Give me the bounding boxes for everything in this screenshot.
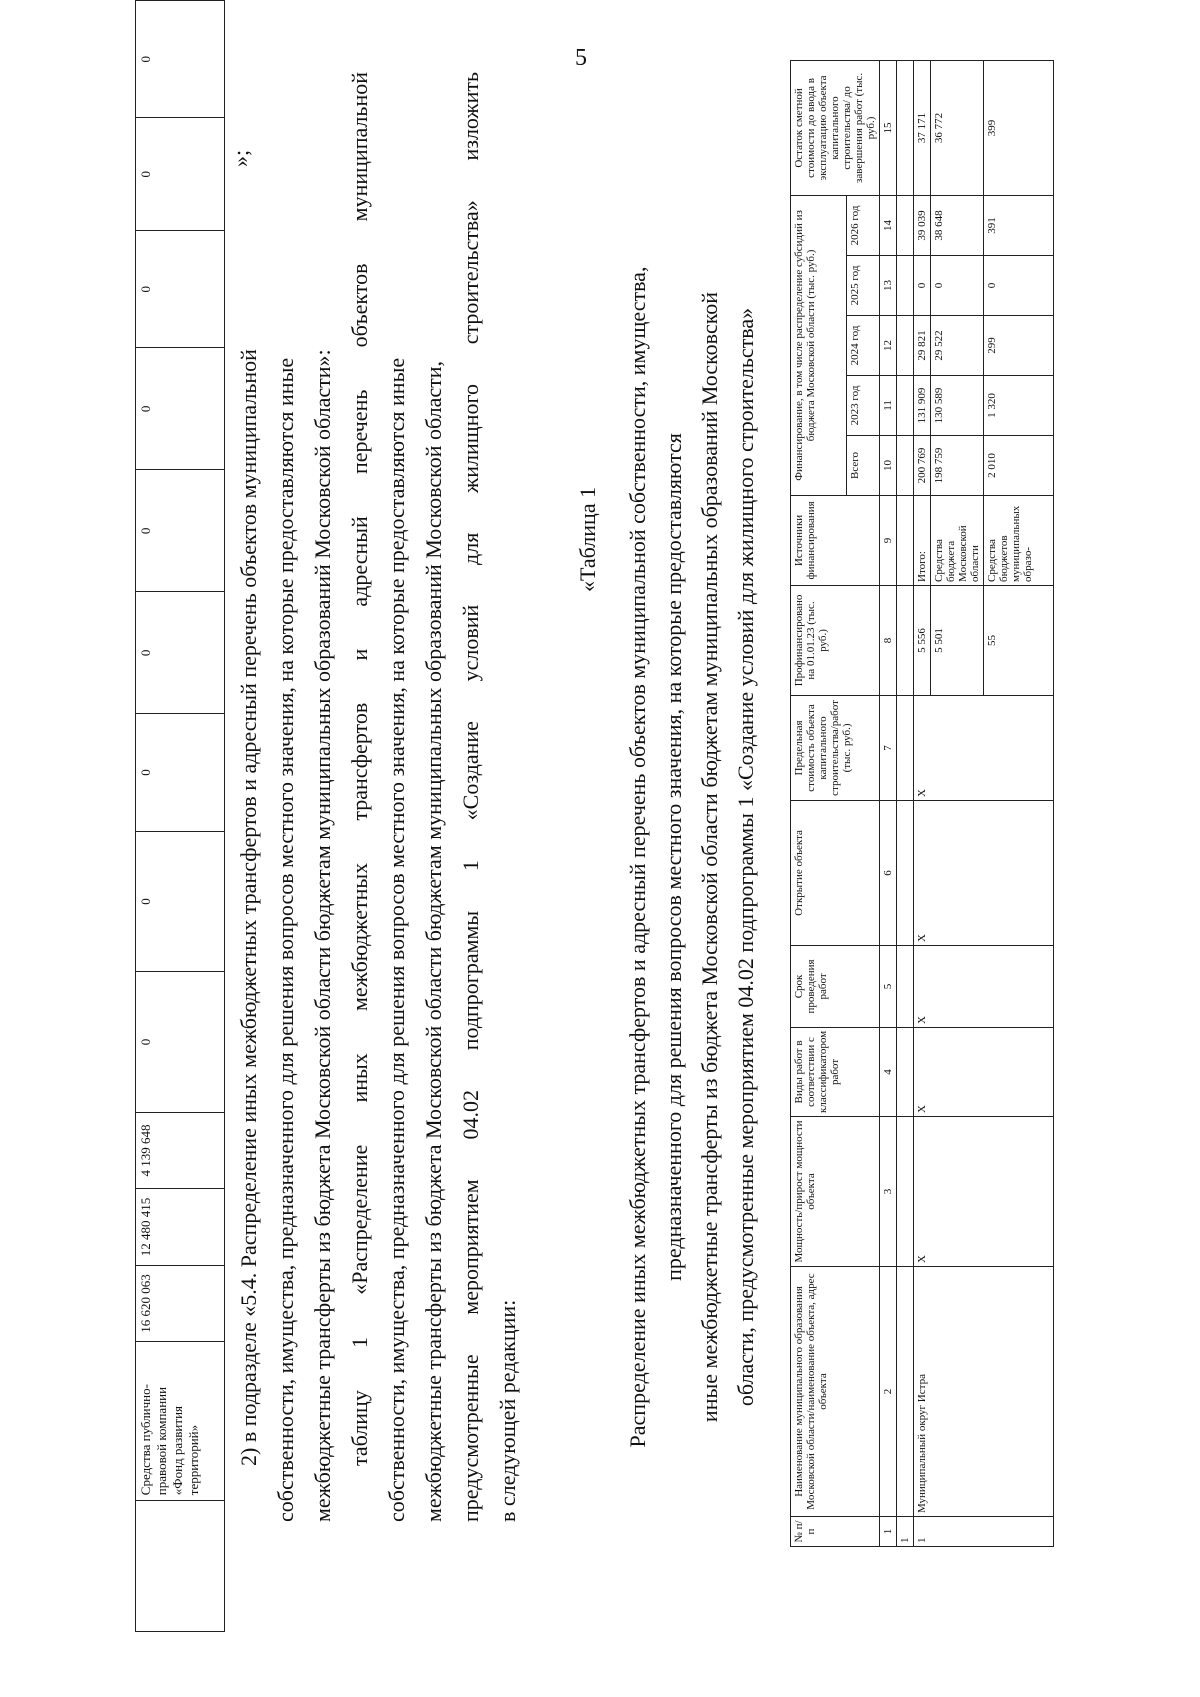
capacity-cell: X	[914, 1117, 1054, 1267]
paragraph-line: межбюджетные трансферты из бюджета Московской области бюджетам муниципальных образований Московской области,	[421, 360, 446, 1522]
row-number: 1	[914, 1517, 1054, 1547]
header-work-types: Виды работ в соответствии с классификатором работ	[791, 1027, 880, 1116]
prefinanced-cell: 5 501	[931, 585, 984, 695]
col-number: 11	[880, 375, 897, 435]
y2025-cell: 0	[931, 255, 984, 315]
heading-line: Распределение иных межбюджетных трансфертов и адресный перечень объектов муниципальной собственности, имущества,	[625, 266, 650, 1448]
row-number: 1	[897, 1517, 914, 1547]
header-opening: Открытие объекта	[791, 800, 880, 945]
empty-cell	[897, 1117, 914, 1267]
col-number: 4	[880, 1027, 897, 1116]
blank-row	[897, 60, 914, 1546]
empty-cell	[897, 495, 914, 585]
column-number-row	[880, 60, 897, 1546]
header-prefinanced: Профинансировано на 01.01.23 (тыс. руб.)	[791, 585, 880, 695]
page-number: 5	[575, 45, 587, 71]
col-number: 6	[880, 800, 897, 945]
fragment-value: 0	[136, 972, 225, 1113]
col-number: 13	[880, 255, 897, 315]
header-remainder: Остаток сметной стоимости до ввода в эксплуатацию объекта капитального строительства/ до завершения работ (тыс. руб.)	[791, 60, 880, 195]
table-label: «Таблица 1	[575, 486, 600, 592]
y2023-cell: 130 589	[931, 375, 984, 435]
col-number: 10	[880, 435, 897, 495]
district-name: Муниципальный округ Истра	[914, 1267, 1054, 1517]
col-number: 7	[880, 695, 897, 800]
header-2024: 2024 год	[847, 315, 880, 375]
paragraph-line: собственности, имущества, предназначенного для решения вопросов местного значения, на которые предоставляются иные	[384, 357, 409, 1522]
deadline-cell: X	[914, 945, 1054, 1027]
empty-cell	[897, 800, 914, 945]
table-row	[914, 60, 931, 1546]
prefinanced-cell: 55	[984, 585, 1054, 695]
col-number: 15	[880, 60, 897, 195]
empty-cell	[897, 315, 914, 375]
header-financing: Финансирование, в том числе распределение субсидий из бюджета Московской области (тыс. руб.)	[791, 195, 847, 495]
empty-cell	[897, 435, 914, 495]
y2026-cell: 391	[984, 195, 1054, 255]
source-cell: Итого:	[914, 495, 931, 585]
col-number: 1	[880, 1517, 897, 1547]
fragment-value: 16 620 063	[136, 1265, 225, 1341]
col-number: 3	[880, 1117, 897, 1267]
empty-cell	[897, 1267, 914, 1517]
fragment-value: 0	[136, 831, 225, 972]
empty-cell	[897, 60, 914, 195]
col-number: 8	[880, 585, 897, 695]
fragment-value: 0	[136, 1, 225, 118]
fragment-value: 0	[136, 592, 225, 714]
body-text	[230, 72, 526, 1522]
total-cell: 200 769	[914, 435, 931, 495]
paragraph-line: в следующей редакции:	[495, 1299, 520, 1522]
y2023-cell: 1 320	[984, 375, 1054, 435]
header-row	[791, 60, 847, 1546]
opening-cell: X	[914, 800, 1054, 945]
empty-cell	[897, 1027, 914, 1116]
col-number: 5	[880, 945, 897, 1027]
header-2025: 2025 год	[847, 255, 880, 315]
paragraph-line: предусмотренные мероприятием 04.02 подпрограммы 1 «Создание условий для жилищного строительства» изложить	[458, 72, 483, 1522]
header-2026: 2026 год	[847, 195, 880, 255]
y2026-cell: 38 648	[931, 195, 984, 255]
y2024-cell: 299	[984, 315, 1054, 375]
fragment-row	[136, 1, 225, 1632]
total-cell: 198 759	[931, 435, 984, 495]
col-number: 2	[880, 1267, 897, 1517]
col-number: 12	[880, 315, 897, 375]
fragment-table	[135, 0, 225, 1632]
limit-cost-cell: X	[914, 695, 1054, 800]
header-total: Всего	[847, 435, 880, 495]
y2026-cell: 39 039	[914, 195, 931, 255]
empty-cell	[897, 195, 914, 255]
header-capacity: Мощность/прирост мощности объекта	[791, 1117, 880, 1267]
remainder-cell: 37 171	[914, 60, 931, 195]
header-deadline: Срок проведения работ	[791, 945, 880, 1027]
y2025-cell: 0	[984, 255, 1054, 315]
source-cell: Средства бюджета Московской области	[931, 495, 984, 585]
transfers-table	[790, 60, 1054, 1547]
header-num: № п/п	[791, 1517, 880, 1547]
header-limit-cost: Предельная стоимость объекта капитального строительства/работ (тыс. руб.)	[791, 695, 880, 800]
table-heading	[620, 112, 764, 1602]
work-types-cell: X	[914, 1027, 1054, 1116]
header-name: Наименование муниципального образования Московской области/наименование объекта, адрес объекта	[791, 1267, 880, 1517]
empty-cell	[897, 375, 914, 435]
header-sources: Источники финансирования	[791, 495, 880, 585]
y2024-cell: 29 522	[931, 315, 984, 375]
fragment-value: 4 139 648	[136, 1112, 225, 1188]
closing-quote: »;	[228, 149, 253, 167]
remainder-cell: 399	[984, 60, 1054, 195]
fragment-value: 0	[136, 714, 225, 831]
heading-line: иные межбюджетные трансферты из бюджета Московской области бюджетам муниципальных образований Московской	[697, 291, 722, 1423]
fragment-value: 12 480 415	[136, 1189, 225, 1265]
fragment-label: Средства публично-правовой компании «Фонд развития территорий»	[136, 1342, 225, 1501]
fragment-value: 0	[136, 470, 225, 592]
empty-cell	[897, 585, 914, 695]
fragment-value: 0	[136, 118, 225, 231]
empty-cell	[897, 255, 914, 315]
paragraph-line: межбюджетные трансферты из бюджета Московской области бюджетам муниципальных образований Московской области»:	[310, 349, 335, 1522]
fragment-value: 0	[136, 231, 225, 348]
heading-line: области, предусмотренные мероприятием 04.02 подпрограммы 1 «Создание условий для жилищного строительства»	[733, 307, 758, 1407]
empty-cell	[897, 695, 914, 800]
col-number: 9	[880, 495, 897, 585]
fragment-value: 0	[136, 348, 225, 470]
heading-line: предназначенного для решения вопросов местного значения, на которые предоставляются	[661, 433, 686, 1281]
source-cell: Средства бюджетов муниципальных образо-	[984, 495, 1054, 585]
paragraph-line: 2) в подразделе «5.4. Распределение иных межбюджетных трансфертов и адресный перечень объектов муниципальной	[236, 349, 261, 1466]
empty-cell	[897, 945, 914, 1027]
col-number: 14	[880, 195, 897, 255]
fragment-blank-cell	[136, 1501, 225, 1632]
total-cell: 2 010	[984, 435, 1054, 495]
y2023-cell: 131 909	[914, 375, 931, 435]
paragraph-line: таблицу 1 «Распределение иных межбюджетных трансфертов и адресный перечень объектов муниципальной	[347, 72, 372, 1466]
header-2023: 2023 год	[847, 375, 880, 435]
remainder-cell: 36 772	[931, 60, 984, 195]
prefinanced-cell: 5 556	[914, 585, 931, 695]
y2025-cell: 0	[914, 255, 931, 315]
y2024-cell: 29 821	[914, 315, 931, 375]
paragraph-line: собственности, имущества, предназначенного для решения вопросов местного значения, на которые предоставляются иные	[273, 357, 298, 1522]
